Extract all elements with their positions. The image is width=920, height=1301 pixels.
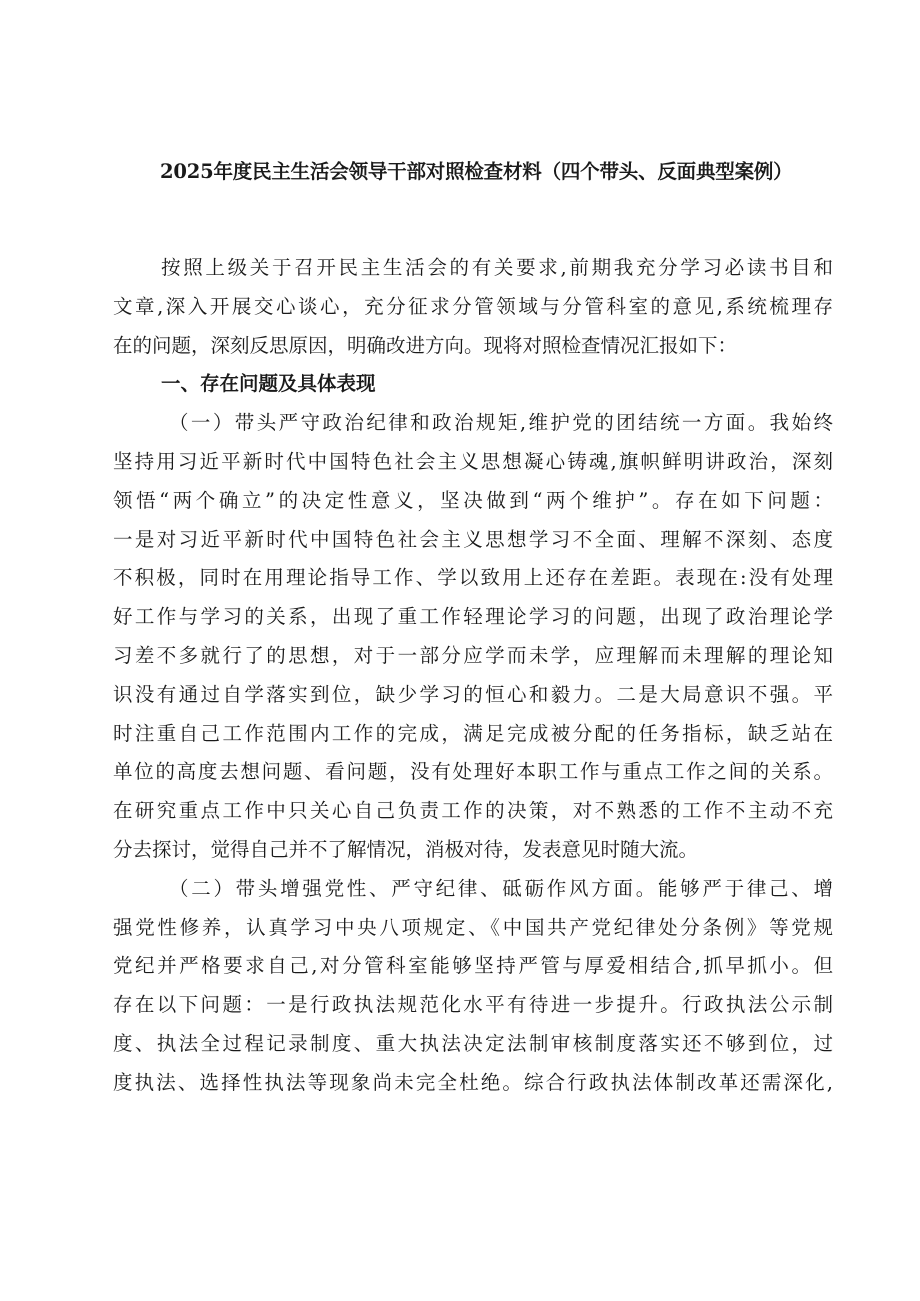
part2-line-6: 度执法、选择性执法等现象尚未完全杜绝。综合行政执法体制改革还需深化, <box>113 1070 833 1094</box>
part1-line-1: （一）带头严守政治纪律和政治规矩,维护党的团结统一方面。我始终 <box>169 411 833 435</box>
part1-line-3: 领悟“两个确立”的决定性意义，坚决做到“两个维护”。存在如下问题： <box>113 488 833 512</box>
intro-line-3: 在的问题，深刻反思原因，明确改进方向。现将对照检查情况汇报如下： <box>113 333 738 357</box>
part1-line-12: 分去探讨，觉得自己并不了解情况，消极对待，发表意见时随大流。 <box>113 837 699 861</box>
part1-line-4: 一是对习近平新时代中国特色社会主义思想学习不全面、理解不深刻、态度 <box>113 527 833 551</box>
part1-line-10: 单位的高度去想问题、看问题，没有处理好本职工作与重点工作之间的关系。 <box>113 760 833 784</box>
part1-line-8: 识没有通过自学落实到位，缺少学习的恒心和毅力。二是大局意识不强。平 <box>113 682 833 706</box>
part2-line-3: 党纪并严格要求自己,对分管科室能够坚持严管与厚爱相结合,抓早抓小。但 <box>113 954 833 978</box>
part1-line-11: 在研究重点工作中只关心自己负责工作的决策，对不熟悉的工作不主动不充 <box>113 799 833 823</box>
part2-line-1: （二）带头增强党性、严守纪律、砥砺作风方面。能够严于律己、增 <box>169 876 833 900</box>
document-title: 2025年度民主生活会领导干部对照检查材料（四个带头、反面典型案例） <box>160 160 793 183</box>
part2-line-5: 度、执法全过程记录制度、重大执法决定法制审核制度落实还不够到位，过 <box>113 1031 833 1055</box>
part1-line-2: 坚持用习近平新时代中国特色社会主义思想凝心铸魂,旗帜鲜明讲政治，深刻 <box>113 449 833 473</box>
document-body <box>113 249 833 1103</box>
part1-line-5: 不积极，同时在用理论指导工作、学以致用上还存在差距。表现在:没有处理 <box>113 566 833 590</box>
part2-line-4: 存在以下问题：一是行政执法规范化水平有待进一步提升。行政执法公示制 <box>113 993 833 1017</box>
part1-line-7: 习差不多就行了的思想，对于一部分应学而未学，应理解而未理解的理论知 <box>113 643 833 667</box>
part2-line-2: 强党性修养，认真学习中央八项规定、《中国共产党纪律处分条例》等党规 <box>113 915 833 939</box>
intro-line-2: 文章,深入开展交心谈心，充分征求分管领域与分管科室的意见,系统梳理存 <box>113 294 833 318</box>
section-heading: 一、存在问题及具体表现 <box>161 372 376 396</box>
intro-line-1: 按照上级关于召开民主生活会的有关要求,前期我充分学习必读书目和 <box>161 256 833 279</box>
part1-line-9: 时注重自己工作范围内工作的完成，满足完成被分配的任务指标，缺乏站在 <box>113 721 833 745</box>
part1-line-6: 好工作与学习的关系，出现了重工作轻理论学习的问题，出现了政治理论学 <box>113 605 833 629</box>
